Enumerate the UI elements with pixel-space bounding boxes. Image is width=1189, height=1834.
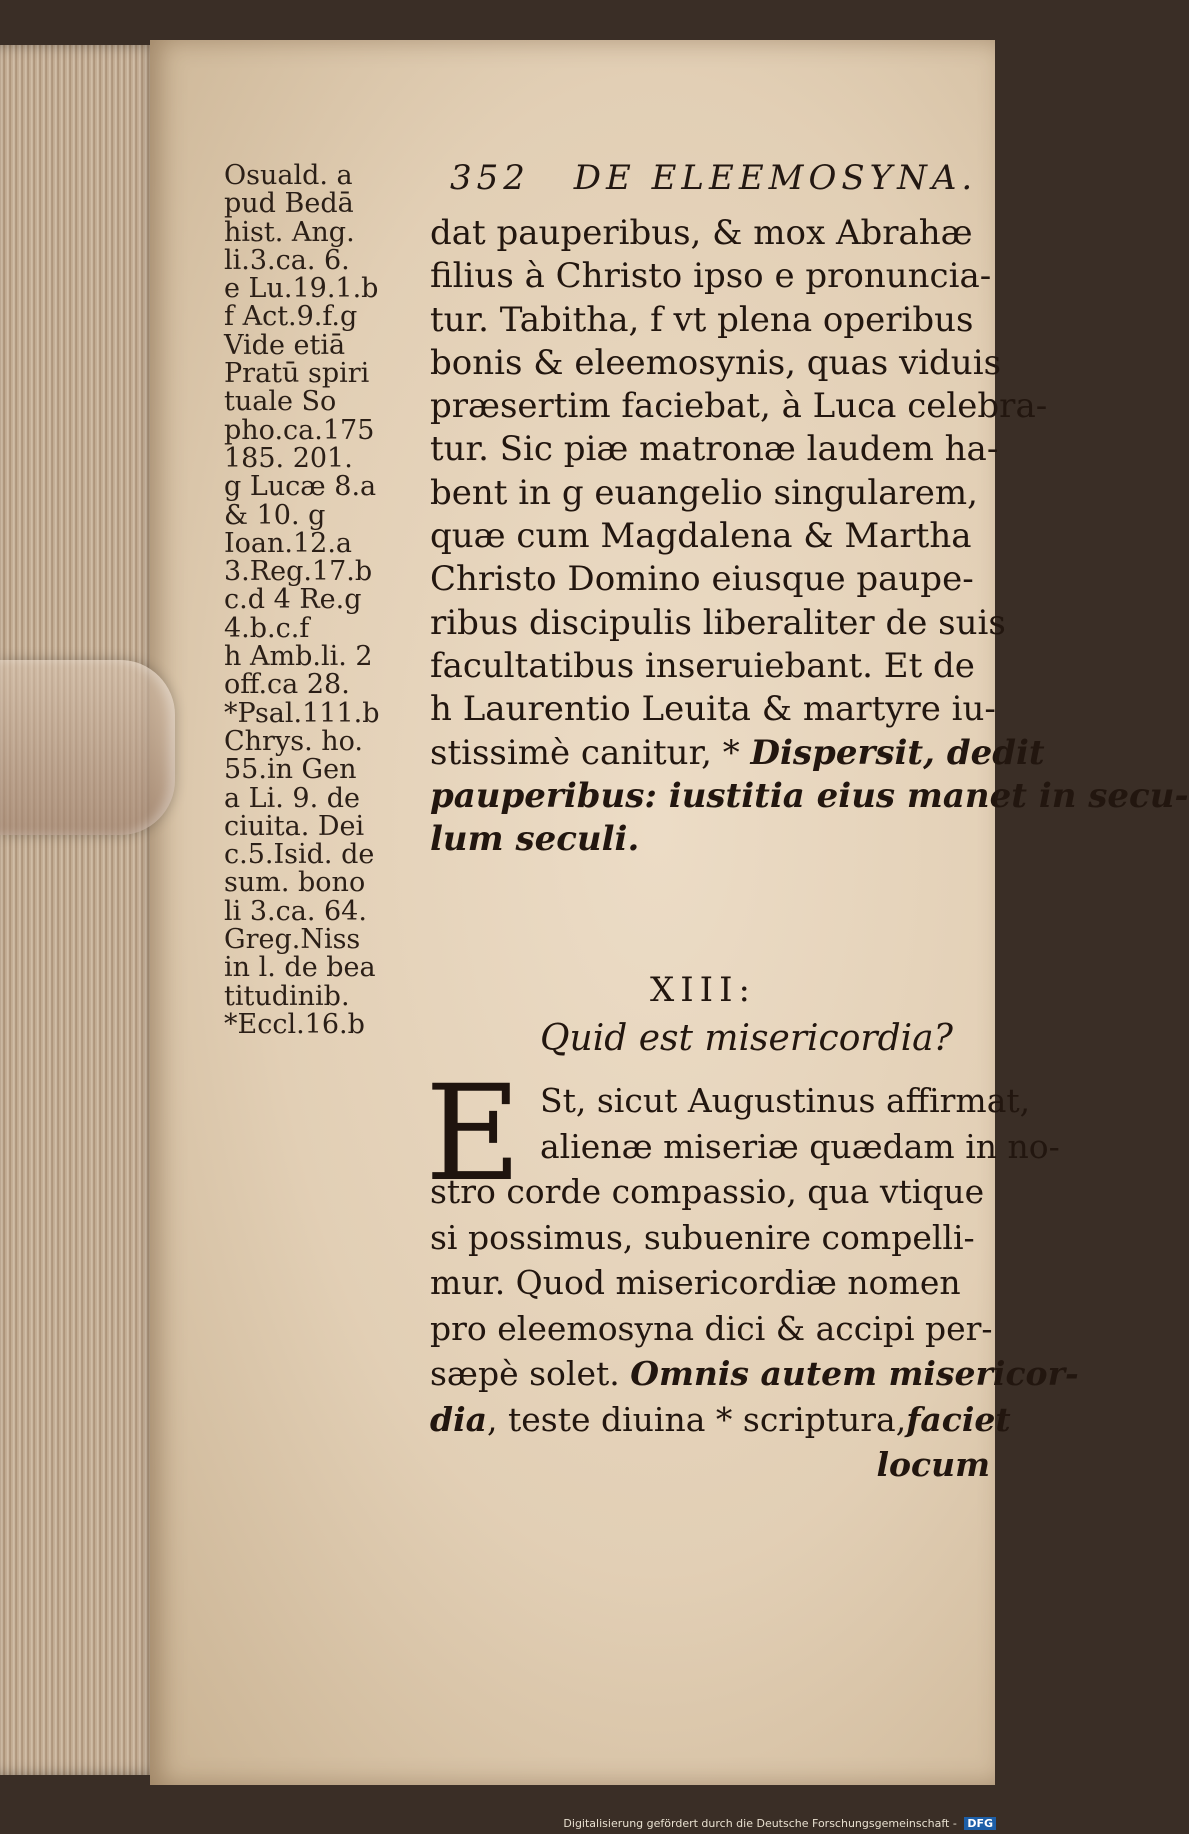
section-title: Quid est misericordia? <box>540 1018 953 1059</box>
text-line <box>430 1351 1079 1397</box>
margin-note: pud Bedā <box>224 188 354 220</box>
text-line: si possimus, subuenire compelli- <box>430 1217 975 1257</box>
running-header <box>450 158 990 198</box>
book-clip <box>0 660 175 835</box>
margin-note: sum. bono <box>224 867 366 899</box>
margin-note: *Psal.111.b <box>224 697 380 729</box>
text-line: filius à Christo ipso e pronuncia- <box>430 256 992 297</box>
credit-text: Digitalisierung gefördert durch die Deutsche Forschungsgemeinschaft - <box>563 1817 957 1830</box>
margin-note: titudinib. <box>224 980 350 1012</box>
text-line: tur. Sic piæ matronæ laudem ha- <box>430 429 999 470</box>
quote-segment: Omnis autem misericor- <box>630 1354 1079 1393</box>
quote-line: lum seculi. <box>430 819 640 860</box>
text-line: St, sicut Augustinus affirmat, <box>540 1081 1031 1120</box>
drop-cap: E <box>425 1057 522 1211</box>
page-number: 352 <box>450 158 530 198</box>
text-line: stro corde compassio, qua vtique <box>430 1172 985 1211</box>
margin-note: li.3.ca. 6. <box>224 244 350 276</box>
margin-note: Greg.Niss <box>224 924 361 956</box>
digitization-credit <box>563 1817 996 1830</box>
main-text-block <box>430 212 1189 861</box>
margin-note: *Eccl.16.b <box>224 1008 365 1040</box>
margin-note: off.ca 28. <box>224 669 350 701</box>
text-line: mur. Quod misericordiæ nomen <box>430 1263 961 1302</box>
margin-note: hist. Ang. <box>224 216 355 248</box>
margin-note: g Lucæ 8.a <box>224 471 377 503</box>
margin-note: ciuita. Dei <box>224 810 365 842</box>
margin-note: & 10. g <box>224 499 326 531</box>
margin-note: f Act.9.f.g <box>224 301 358 333</box>
text-segment: stissimè canitur, * <box>430 732 740 773</box>
margin-note: 55.in Gen <box>224 754 357 786</box>
margin-notes <box>224 162 414 1039</box>
margin-note: tuale So <box>224 386 337 418</box>
text-line: alienæ miseriæ quædam in no- <box>540 1126 1060 1166</box>
margin-note: c.d 4 Re.g <box>224 584 362 616</box>
margin-note: Osuald. a <box>224 160 353 191</box>
margin-note: 3.Reg.17.b <box>224 556 373 588</box>
catchword: locum <box>876 1445 990 1484</box>
margin-note: Pratū spiri <box>224 358 370 390</box>
text-line: h Laurentio Leuita & martyre iu- <box>430 689 996 730</box>
margin-note: e Lu.19.1.b <box>224 273 379 305</box>
section-body <box>430 1078 1079 1488</box>
quote-segment: Dispersit, dedit <box>750 732 1045 773</box>
text-line: Christo Domino eiusque paupe- <box>430 559 974 600</box>
margin-note: c.5.Isid. de <box>224 839 375 871</box>
text-line: facultatibus inseruiebant. Et de <box>430 645 975 686</box>
margin-note: Vide etiā <box>224 329 346 361</box>
margin-note: h Amb.li. 2 <box>224 641 373 673</box>
margin-note: Chrys. ho. <box>224 725 363 757</box>
text-line: tur. Tabitha, f vt plena operibus <box>430 299 974 340</box>
running-title: DE ELEEMOSYNA. <box>573 158 978 198</box>
text-line: bent in g euangelio singularem, <box>430 472 978 513</box>
margin-note: a Li. 9. de <box>224 782 361 814</box>
text-line: ribus discipulis liberaliter de suis <box>430 602 1006 643</box>
quote-line: pauperibus: iustitia eius manet in secu- <box>430 775 1189 816</box>
text-line: quæ cum Magdalena & Martha <box>430 516 972 557</box>
text-line: pro eleemosyna dici & accipi per- <box>430 1308 993 1348</box>
text-segment: , teste diuina * scriptura, <box>487 1399 907 1439</box>
margin-note: in l. de bea <box>224 952 376 984</box>
margin-note: 185. 201. <box>224 442 353 474</box>
text-line <box>430 732 1045 775</box>
quote-segment: dia <box>430 1399 487 1439</box>
text-line: dat pauperibus, & mox Abrahæ <box>430 213 973 253</box>
text-segment: sæpè solet. <box>430 1354 620 1393</box>
quote-segment: faciet <box>906 1399 1011 1439</box>
margin-note: pho.ca.175 <box>224 414 375 446</box>
margin-note: 4.b.c.f <box>224 612 310 644</box>
margin-note: li 3.ca. 64. <box>224 895 367 927</box>
margin-note: Ioan.12.a <box>224 527 353 559</box>
text-line <box>430 1397 1011 1443</box>
text-line: bonis & eleemosynis, quas viduis <box>430 342 1002 383</box>
section-number: XIII: <box>650 970 756 1010</box>
book-page-edges <box>0 45 160 1775</box>
dfg-logo: DFG <box>964 1817 996 1830</box>
text-line: præsertim faciebat, à Luca celebra- <box>430 386 1048 427</box>
